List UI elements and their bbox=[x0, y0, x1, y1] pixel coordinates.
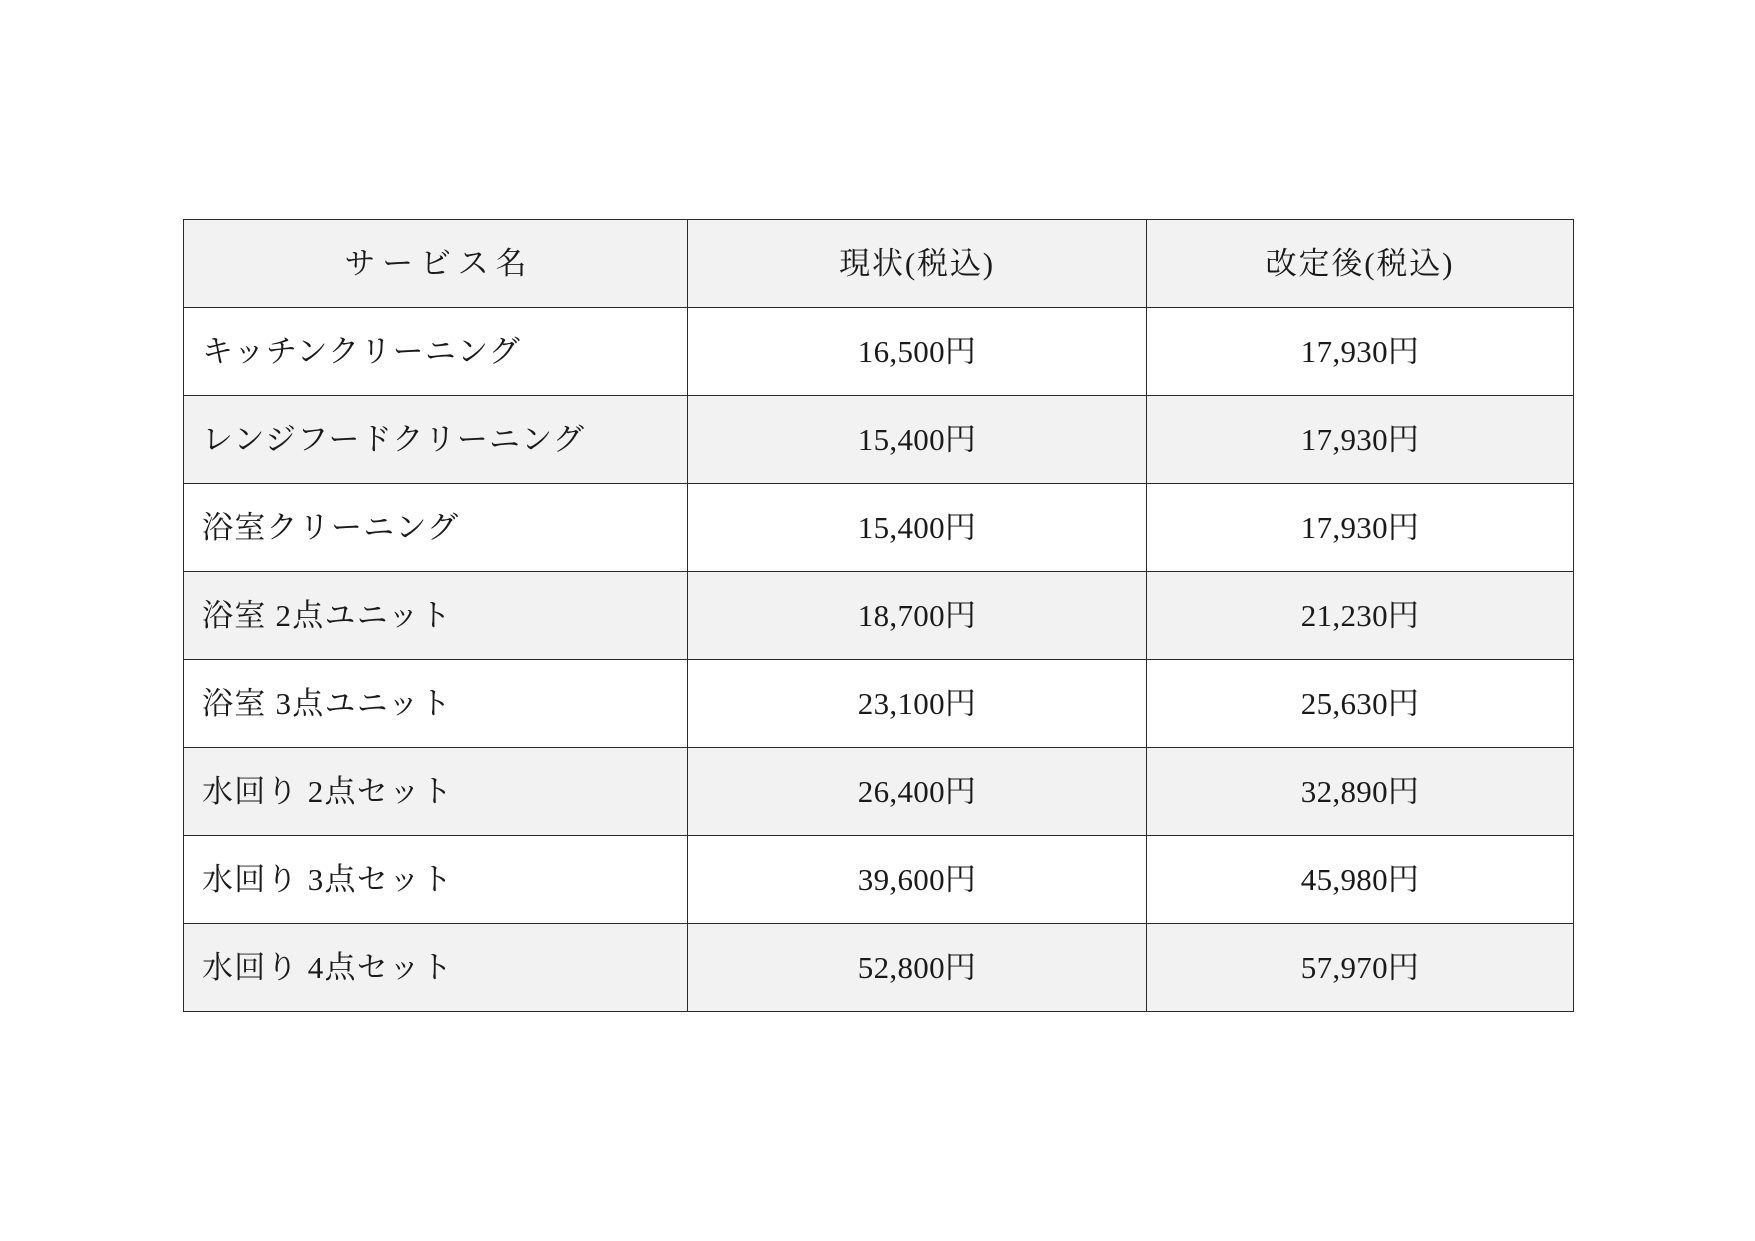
cell-current-price: 52,800円 bbox=[688, 924, 1147, 1012]
cell-revised-price: 32,890円 bbox=[1147, 748, 1574, 836]
price-table-container bbox=[183, 219, 1573, 1012]
cell-service-name: 水回り 3点セット bbox=[184, 836, 688, 924]
table-header bbox=[184, 220, 1574, 308]
cell-service-name: キッチンクリーニング bbox=[184, 308, 688, 396]
table-row bbox=[184, 308, 1574, 396]
column-header-service-name: サービス名 bbox=[184, 220, 688, 308]
table-header-row bbox=[184, 220, 1574, 308]
cell-revised-price: 21,230円 bbox=[1147, 572, 1574, 660]
cell-revised-price: 17,930円 bbox=[1147, 396, 1574, 484]
cell-service-name: 水回り 2点セット bbox=[184, 748, 688, 836]
cell-service-name: 水回り 4点セット bbox=[184, 924, 688, 1012]
cell-revised-price: 45,980円 bbox=[1147, 836, 1574, 924]
price-comparison-table bbox=[183, 219, 1574, 1012]
table-row bbox=[184, 660, 1574, 748]
column-header-revised-price: 改定後(税込) bbox=[1147, 220, 1574, 308]
cell-current-price: 26,400円 bbox=[688, 748, 1147, 836]
table-row bbox=[184, 572, 1574, 660]
table-row bbox=[184, 484, 1574, 572]
cell-current-price: 23,100円 bbox=[688, 660, 1147, 748]
table-body bbox=[184, 308, 1574, 1012]
table-row bbox=[184, 836, 1574, 924]
table-row bbox=[184, 396, 1574, 484]
column-header-current-price: 現状(税込) bbox=[688, 220, 1147, 308]
cell-revised-price: 57,970円 bbox=[1147, 924, 1574, 1012]
cell-current-price: 15,400円 bbox=[688, 396, 1147, 484]
table-row bbox=[184, 748, 1574, 836]
cell-current-price: 16,500円 bbox=[688, 308, 1147, 396]
cell-revised-price: 25,630円 bbox=[1147, 660, 1574, 748]
table-row bbox=[184, 924, 1574, 1012]
cell-revised-price: 17,930円 bbox=[1147, 308, 1574, 396]
cell-current-price: 39,600円 bbox=[688, 836, 1147, 924]
cell-revised-price: 17,930円 bbox=[1147, 484, 1574, 572]
cell-service-name: レンジフードクリーニング bbox=[184, 396, 688, 484]
cell-service-name: 浴室 3点ユニット bbox=[184, 660, 688, 748]
cell-current-price: 18,700円 bbox=[688, 572, 1147, 660]
cell-service-name: 浴室 2点ユニット bbox=[184, 572, 688, 660]
cell-current-price: 15,400円 bbox=[688, 484, 1147, 572]
cell-service-name: 浴室クリーニング bbox=[184, 484, 688, 572]
